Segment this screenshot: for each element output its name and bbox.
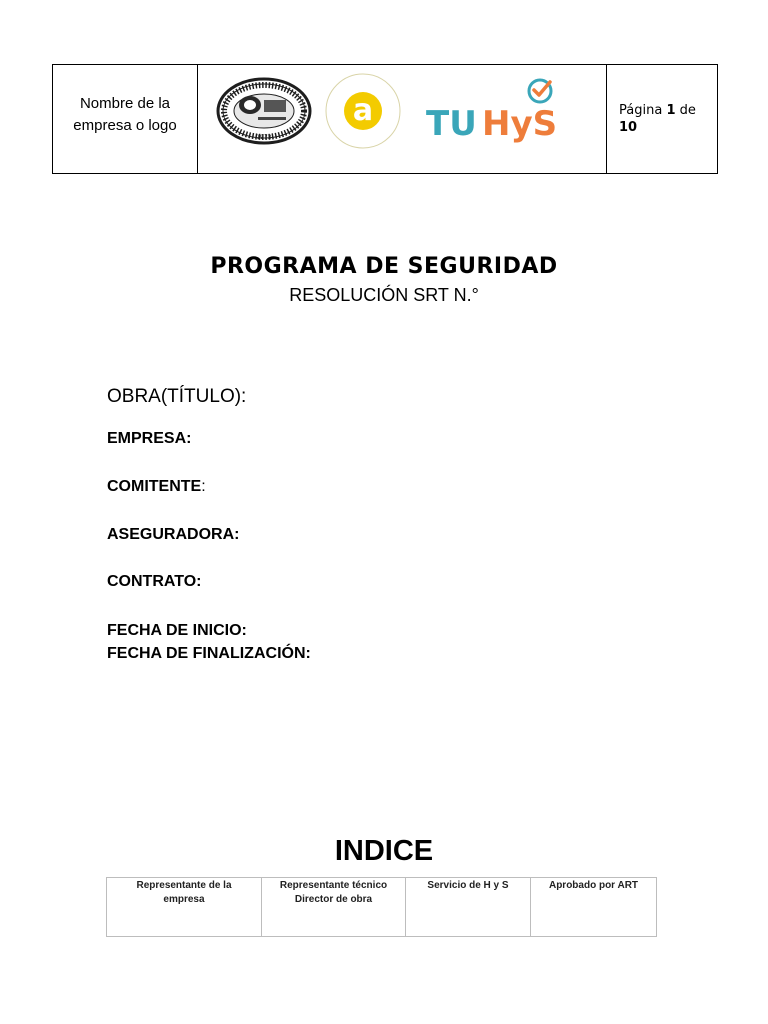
obra-title-label: OBRA(TÍTULO): [107, 386, 247, 407]
company-cell [53, 65, 198, 174]
fecha-finalizacion-label: FECHA DE FINALIZACIÓN: [107, 645, 311, 662]
company-name-placeholder: Nombre de la empresa o logo [73, 95, 177, 134]
signature-cell: Representante de la empresa [107, 878, 262, 937]
fecha-inicio-label: FECHA DE INICIO: [107, 622, 247, 639]
resolution-subtitle: RESOLUCIÓN SRT N.° [289, 285, 479, 305]
signature-cell: Servicio de H y S [406, 878, 531, 937]
header-table [52, 64, 718, 174]
tuhys-logo [426, 80, 557, 144]
page-number-cell [607, 65, 718, 174]
unsj-seal-logo [218, 79, 310, 143]
fau-logo [323, 71, 403, 151]
svg-text:HyS: HyS [482, 104, 558, 144]
checkmark-icon [534, 82, 550, 95]
aseguradora-label: ASEGURADORA: [107, 526, 240, 543]
indice-heading: INDICE [334, 835, 434, 867]
page-number: Página 1 de 10 [619, 103, 696, 135]
signature-cell: Representante técnico Director de obra [262, 878, 406, 937]
document-title: PROGRAMA DE SEGURIDAD [210, 254, 558, 279]
svg-text:TU: TU [426, 104, 477, 144]
signature-cell: Aprobado por ART [531, 878, 657, 937]
logos-strip [198, 65, 606, 173]
signatures-table [106, 877, 657, 937]
contrato-label: CONTRATO: [107, 573, 202, 590]
empresa-label: EMPRESA: [107, 430, 192, 447]
svg-text:a: a [352, 93, 374, 128]
svg-text:1973: 1973 [256, 134, 272, 141]
logos-cell [198, 65, 607, 174]
comitente-label: COMITENTE: [107, 478, 206, 495]
